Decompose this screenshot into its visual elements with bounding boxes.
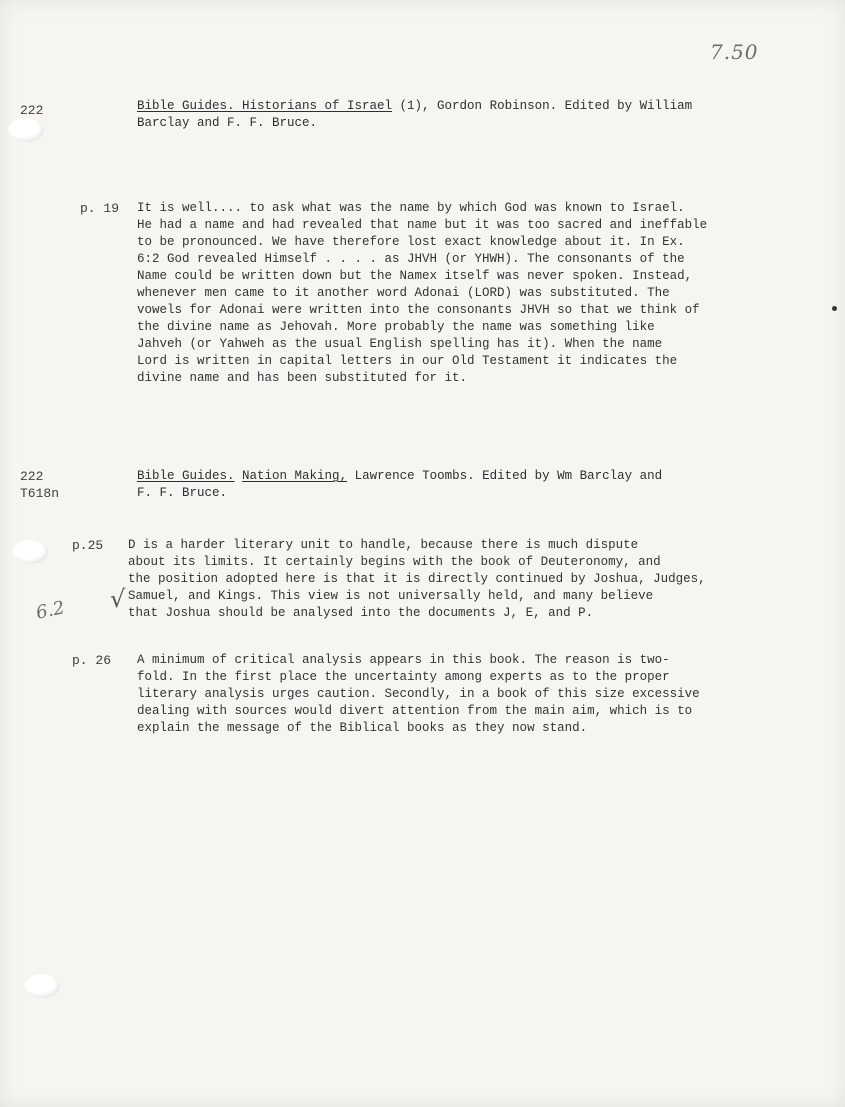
entry-1-title-underlined: Bible Guides. Historians of Israel	[137, 99, 393, 113]
entry-2-title-rest: Lawrence Toombs. Edited by Wm Barclay and F. F. Bruce.	[137, 469, 663, 500]
entry-2-title-underlined-2: Nation Making,	[242, 469, 348, 483]
entry-2-title-block	[137, 468, 777, 502]
page-reference-p26: p. 26	[72, 653, 112, 668]
punch-hole-bottom	[24, 974, 60, 998]
punch-hole-middle	[12, 540, 48, 564]
punch-hole-top	[8, 118, 44, 142]
quote-p26: A minimum of critical analysis appears in this book. The reason is two- fold. In the first place the uncertainty among experts as to the proper literary analysis urges caution. Secondly, in a book of this size excessive dealing with sources would divert attention from the main aim, which is to explain the message of the Biblical books as they now stand.	[137, 653, 700, 735]
call-number-line2: T618n	[20, 486, 60, 501]
quote-p25: D is a harder literary unit to handle, because there is much dispute about its limits. It certainly begins with the book of Deuteronomy, and the position adopted here is that it is directly continued by Joshua, Judges, Samuel, and Kings. This view is not universally held, and many believe that Joshua should be analysed into the documents J, E, and P.	[128, 538, 706, 620]
call-number-line1: 222	[20, 103, 44, 118]
entry-1-title-block	[137, 98, 777, 132]
entry-1-title-rest: (1), Gordon Robinson. Edited by William Barclay and F. F. Bruce.	[137, 99, 693, 130]
entry-2-title-underlined-1: Bible Guides.	[137, 469, 235, 483]
call-number-entry-1	[20, 102, 43, 119]
call-number-entry-2	[20, 468, 59, 502]
chapter-note-annotation: 6.2	[34, 597, 67, 624]
page-reference-p25: p.25	[72, 538, 104, 553]
page-reference-p19: p. 19	[80, 201, 120, 216]
call-number-line1: 222	[20, 469, 44, 484]
quote-p19: It is well.... to ask what was the name by which God was known to Israel. He had a name and had revealed that name but it was too sacred and ineffable to be pronounced. We have therefore lost exact knowledge about it. In Ex. 6:2 God revealed Himself . . . . as JHVH (or YHWH). The consonants of the Name could be written down but the Namex itself was never spoken. Instead, whenever men came to it another word Adonai (LORD) was substituted. The vowels for Adonai were written into the consonants JHVH so that we think of the divine name as Jehovah. More probably the name was something like Jahveh (or Yahweh as the usual English spelling has it). When the name Lord is written in capital letters in our Old Testament it indicates the divine name and has been substituted for it.	[137, 201, 708, 385]
tick-mark-annotation: √	[110, 585, 126, 613]
price-annotation: 7.50	[710, 40, 759, 64]
ink-dot-mark	[832, 306, 837, 311]
